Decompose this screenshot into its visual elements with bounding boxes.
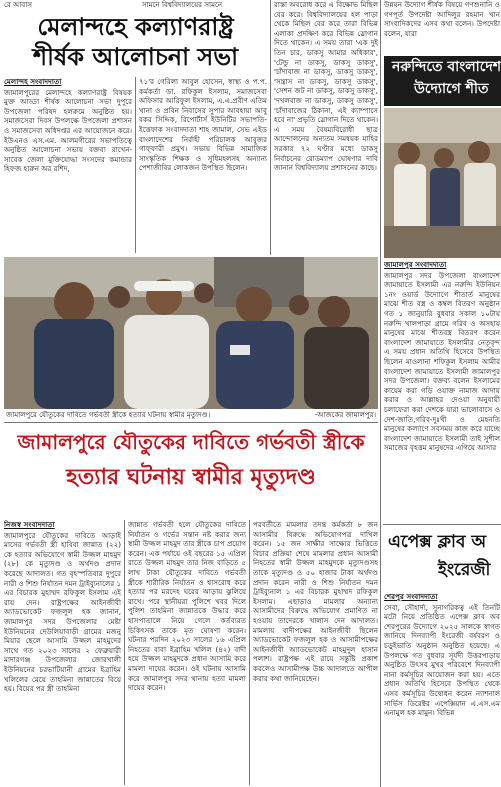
column-divider (270, 0, 271, 255)
column-divider (249, 520, 250, 785)
verdict-headline (4, 424, 378, 518)
court-photo-image (4, 257, 378, 409)
narundi-headline (384, 56, 501, 106)
right-top-text (384, 0, 500, 54)
verdict-byline: নিজস্ব সংবাদদাতা (4, 520, 55, 529)
seminar-col-1 (4, 77, 132, 253)
narundi-text: জামালপুর সদর উপজেলা বাংলাদেশ জামায়াতে ইসলামী এর নরুন্দি ইউনিয়ন ১নং ওয়ার্ড উদ্যোগে শীতার্ত মানুষের মাঝে শীত বস্ত্র ও কম্বল বিতরণ অনুষ্ঠান গত ১ জানুয়ারি বুধবার সকাল ১০টায় নরুন্দি খালপাড়া গ্রামে গরিব ও অসহায় মানুষের মাঝে শীতবস্ত্র বিতরণ করেন বাংলাদেশ জামায়াতে ইসলামীর নেতৃবৃন্দ এ সময় প্রধান অতিথি হিসেবে উপস্থিত ছিলেন মাওলানা শফিকুল ইসলাম আমীর বাংলাদেশ জামায়াতে ইসলামী জামালপুর সদর উপজেলা। বক্তব্য বলেন ইসলামের কায়েম করা গড়ি ওয়াক্ত নামাজ আদায় করার ও আল্লাহর দেওয়া অনুযায়ী চলাফেরা করা দেশকে যারা ভালোবাসে ও দেশ-জাতি,গরিব-দুঃখী ও মেহনতি মানুষের কল্যাণে সবসময় কাজ করে যাচ্ছে বাংলাদেশ জামায়াতে ইসলামী তাই সুশীল সমাজের বৃহত্তম মানুষদের এগিয়ে আসার (384, 270, 500, 453)
seminar-byline: মেলান্দহ সংবাদদাতা (4, 77, 62, 86)
university-text: রাস্তা অবরোধ করে এ বিক্ষোভ মিছিল বের করে। বিশ্ববিদ্যালয়ের হল পাড়া থেকে মিছিল বের করে তারা বিভিন্ন এলাকা প্রদক্ষিণ করে বিভিন্ন স্লোগান দিতে থাকেন। এ সময় তারা 'এক দুই তিন চার, ডাকসু আমার অধিকার', 'টেন্ডু না ডাকসু, ডাকসু ডাকসু', 'চাঁদাবাজ না ডাকসু, ডাকসু ডাকসু', 'সন্ত্রাস না ডাকসু, ডাকসু ডাকসু', 'সেশন জট না ডাকসু, ডাকসু ডাকসু', 'দখলবাজ না ডাকসু, ডাকসু ডাকসু', 'চাঁদাবাজের ঠিকানা, এই ক্যাম্পাসে হবে না' প্রভৃতি স্লোগান দিতে থাকেন। এ সময় বৈষম্যবিরোধী ছাত্র আন্দোলনের অন্যতম সমন্বয়ক মাহির সরকার ৭২ ঘণ্টার মধ্যে ডাকসু নির্বাচনের রোডম্যাপ ঘোষণার দাবি জানান বিশ্ববিদ্যালয় প্রশাসনের কাছে। (274, 0, 378, 173)
right-top-paragraph: উন্নয়ন উদ্যোগ শীর্ষক বিষয়ে গণশুনানি ও গণপূর্ত উপদেষ্টা আদিলুর রহমান খান সাংবাদিকদের এসব কথা বলেন। উপদেষ্টা বলেন, যারা (384, 0, 500, 38)
english-headline-line2: ইংরেজী (438, 560, 491, 580)
verdict-col-3 (253, 520, 378, 785)
narundi-photo (384, 108, 501, 258)
verdict-headline-line2: হত্যার ঘটনায় স্বামীর মৃত্যুদণ্ড (66, 465, 316, 490)
photo-caption: জামালপুরে যৌতুকের দাবিতে গর্ভবতী স্ত্রীকে হত্যার ঘটনায় স্বামীর মৃত্যুদণ্ড। (6, 411, 211, 419)
seminar-text-2: ৭১'র গেরিলা আবুল হোসেন, স্বাস্থ্য ও প.প. কর্মকর্তা ডা. রফিকুল ইসলাম, সমাজসেবা অফিসার আরিফুল ইসলাম, এ.এ.প্রবীণ এতিম খানা ও প্রবিন নিবাসের সুপার আবহায়া আবু বকর সিদ্দিক, রিপোর্টার্স ইউনিটির সভাপতি-ইত্তেফাক সংবাদদাতা শাহ জামাল, সেভ এইড বাংলাদেশের নির্বাহী পরিচালক আবুজর গাফ্ফারী প্রমুখ। সভায় বিভিন্ন সামাজিক সাংস্কৃতিক শিক্ষক ও সুধিমহলসহ অন্যান্য পেশাজীবির লোকজন উপস্থিত ছিলেন। (139, 77, 267, 173)
verdict-text-1: জামালপুরে যৌতুকের দাবিতে আড়াই মাসের গর্ভবতী স্ত্রী হাবিবা জান্নাত (২২) কে হত্যার অভিযোগে স্বামী উজ্জল মাহমুদ (২৮) কে মৃত্যুদণ্ড ও অর্থদণ্ড প্রদান করেছে আদালত। গত বৃহস্পতিবার দুপুরে নারী ও শিশু নির্যাতন দমন ট্রাইব্যুনালের ১ এর বিচারক মুহাম্মদ রফিকুল ইসলাম এই রায় দেন। রাষ্ট্রপক্ষের আইনজীবী অ্যাডভোকেট ফজলুল হক জানান, জামালপুর সদর উপজেলার মেষ্টা ইউনিয়নের দেউলিয়াবাড়ী গ্রামের মজনু মিয়ার ছেলে আসামি উজ্জল মাহমুদের সাথে গত ২০২৩ সালের ২ ফেব্রুয়ারী মাদারগঞ্জ উপজেলার জোরখালী ইউনিয়নের চরভাটিয়ানী গ্রামের ইব্রাহিম খলিলের মেয়ে তাহমিনা জান্নাতের বিয়ে হয়। বিয়ের পর স্ত্রী তাহমিনা (4, 530, 121, 694)
university-col (274, 0, 378, 255)
column-divider (135, 77, 136, 253)
top-left-snippet: রে আবাস (4, 0, 33, 9)
seminar-headline (4, 12, 267, 72)
narundi-headline-line1: নরুন্দিতে বাংলাদেশ (392, 59, 501, 75)
english-text: সেবা, সৌহার্দ্য, সুনাগরিকত্ব এই তিনটি মটো নিয়ে প্রতিষ্ঠিত এপেক্স ক্লাব অব শেরপুরের উদ্যোগে ২০২৫ সালকে স্বাগত জানিয়ে দিনব্যাপী ইংরেজী বর্ষবরণ ও চড়ুইভাতি অনুষ্ঠান অনুষ্ঠিত হয়েছে। এ উপলক্ষে গত বুধবার সূর্যদী উত্তরপাড়ায় অনুষ্ঠিত উৎসব মুখর পরিবেশে দিনব্যাপী নানা কর্মসূচির আয়োজন করা হয়। এতে প্রধান অতিথি হিসেবে উপস্থিত থেকে এসব কর্মসূচির উদ্বোধন করেন ন্যাশনাল সার্ভিস ডিরেক্টর এপেক্সিয়ান এ.এস.এম এনামুল হক মামুন। বিভিন্ন (384, 602, 500, 718)
narundi-col (384, 260, 500, 522)
seminar-headline-line1: মেলান্দহে কল্যাণরাষ্ট্র (37, 13, 234, 41)
verdict-text-2: জান্নাত গর্ভবতী হলে যৌতুকের দাবিতে নির্যাতন ও গর্ভের সন্তান নষ্ট করার জন্য স্বামী উজ্জল মাহমুদ তার স্ত্রীকে চাপ প্রয়োগ করেন। এক পর্যায়ে ওই বছরের ১৫ এপ্রিল রাতে উজ্জল মাহমুদ তার নিজ বাড়িতে ৫ লাখ টাকা যৌতুকের দাবিতে গর্ভবতী স্ত্রীকে শারীরিক নির্যাতন ও শ্বাসরোধ করে হত্যার পর মরদেহ ঘরের আড়ায় ঝুলিয়ে রাখে। পরে স্থানীয়রা পুলিশে খবর দিলে পুলিশ তাহমিনা জান্নাতকে উদ্ধার করে হাসপাতালে নিয়ে গেলে কর্তব্যরত চিকিৎসক তাকে মৃত ঘোষণা করেন। ঘটনার পরদিন ২০২৩ সালের ১৬ এপ্রিল নিহতের বাবা ইব্রাহিম খলিল (৪২) বাদী হয়ে উজ্জল মাহমুদকে প্রধান আসামি করে মামলা দায়ের করেন। ওই ঘটনায় আসামি করে জামালপুর সদর থানায় হত্যা মামলা দায়ের করেন। (128, 520, 246, 693)
verdict-col-1 (4, 520, 121, 785)
seminar-headline-line2: শীর্ষক আলোচনা সভা (32, 43, 239, 71)
photo-credit: -আজকের জামালপুর। (314, 411, 376, 419)
english-headline-line1: এপেক্স ক্লাব অ (388, 532, 487, 552)
column-divider (380, 0, 381, 787)
seminar-text-1: জামালপুরের মেলান্দহে কল্যাণরাষ্ট্র বিষয়ক মুক্ত আড্ডা শীর্ষক আলোচনা সভা দুপুরে উপজেলা পরিষদ হলরুমে অনুষ্ঠিত হয়। সমাজসেবা দিবস উপলক্ষে উপজেলা প্রশাসন ও সমাজসেবা অধিদপ্তর এর আয়োজনে করে। ইউএনও এস.এম. আলমগীরের সভাপতিত্বে অনুষ্ঠিত আলোচনা সভায় বক্তব্য রাখেন- সাবেক জেলা মুক্তিযোদ্ধা সংসদের কমান্ডার হিফজ হারুন অর রশিদ, (4, 87, 132, 174)
seminar-col-2 (139, 77, 267, 253)
narundi-byline: জামালপুর সংবাদদাতা (384, 260, 447, 269)
column-divider (124, 520, 125, 785)
top-mid-snippet: সামনে বিশ্ববিদ্যালয়ের সামনে (142, 0, 223, 9)
narundi-photo-image (384, 108, 501, 258)
verdict-col-2 (128, 520, 246, 785)
verdict-text-3: পরবর্তীতে মামলার তদন্ত কর্মকর্তা ৮ জন আসামীর বিরুদ্ধে অভিযোগপত্র দাখিল করেন। ১৫ জন সাক্ষীর সাক্ষ্যের ভিত্তিতে বিচার প্রক্রিয়া শেষে মামলার প্রধান আসামী নিহতের স্বামী উজ্জল মাহমুদকে মৃত্যুদণ্ডসহ তাকে মৃত্যুদণ্ড ও ৫০ হাজার টাকা অর্থদণ্ড প্রদান করেন নারী ও শিশু নির্যাতন দমন ট্রাইব্যুনাল ১ এর বিচারক মুহাম্মদ রফিকুল ইসলাম। এছাড়াও মামলার অন্যান্য আসামীদের বিরুদ্ধে অভিযোগ প্রমাণিত না হওয়ায় তাদেরকে খালাস দেন আদালত। মামলায় বাদীপক্ষের আইনজীবী ছিলেন অ্যাডভোকেট ফজলুল হক ও আসামীপক্ষের আইনজীবী অ্যাডভোকেট মাহমুদুল হাসান পলাশ। রাষ্ট্রপক্ষ এই রায়ে সন্তুষ্টি প্রকাশ করলেও আসামীপক্ষ উচ্চ আদালতে আপীল করার কথা জানিয়েছেন। (253, 520, 378, 683)
section-divider (4, 422, 378, 423)
english-headline (384, 528, 501, 588)
verdict-headline-line1: জামালপুরে যৌতুকের দাবিতে গর্ভবতী স্ত্রীকে (17, 430, 365, 454)
english-col (384, 592, 500, 786)
narundi-headline-line2: উদ্যোগে শীত (414, 81, 489, 97)
section-divider (383, 524, 501, 525)
english-byline: শেরপুর সংবাদদাতা (384, 592, 438, 601)
court-photo (4, 257, 378, 409)
